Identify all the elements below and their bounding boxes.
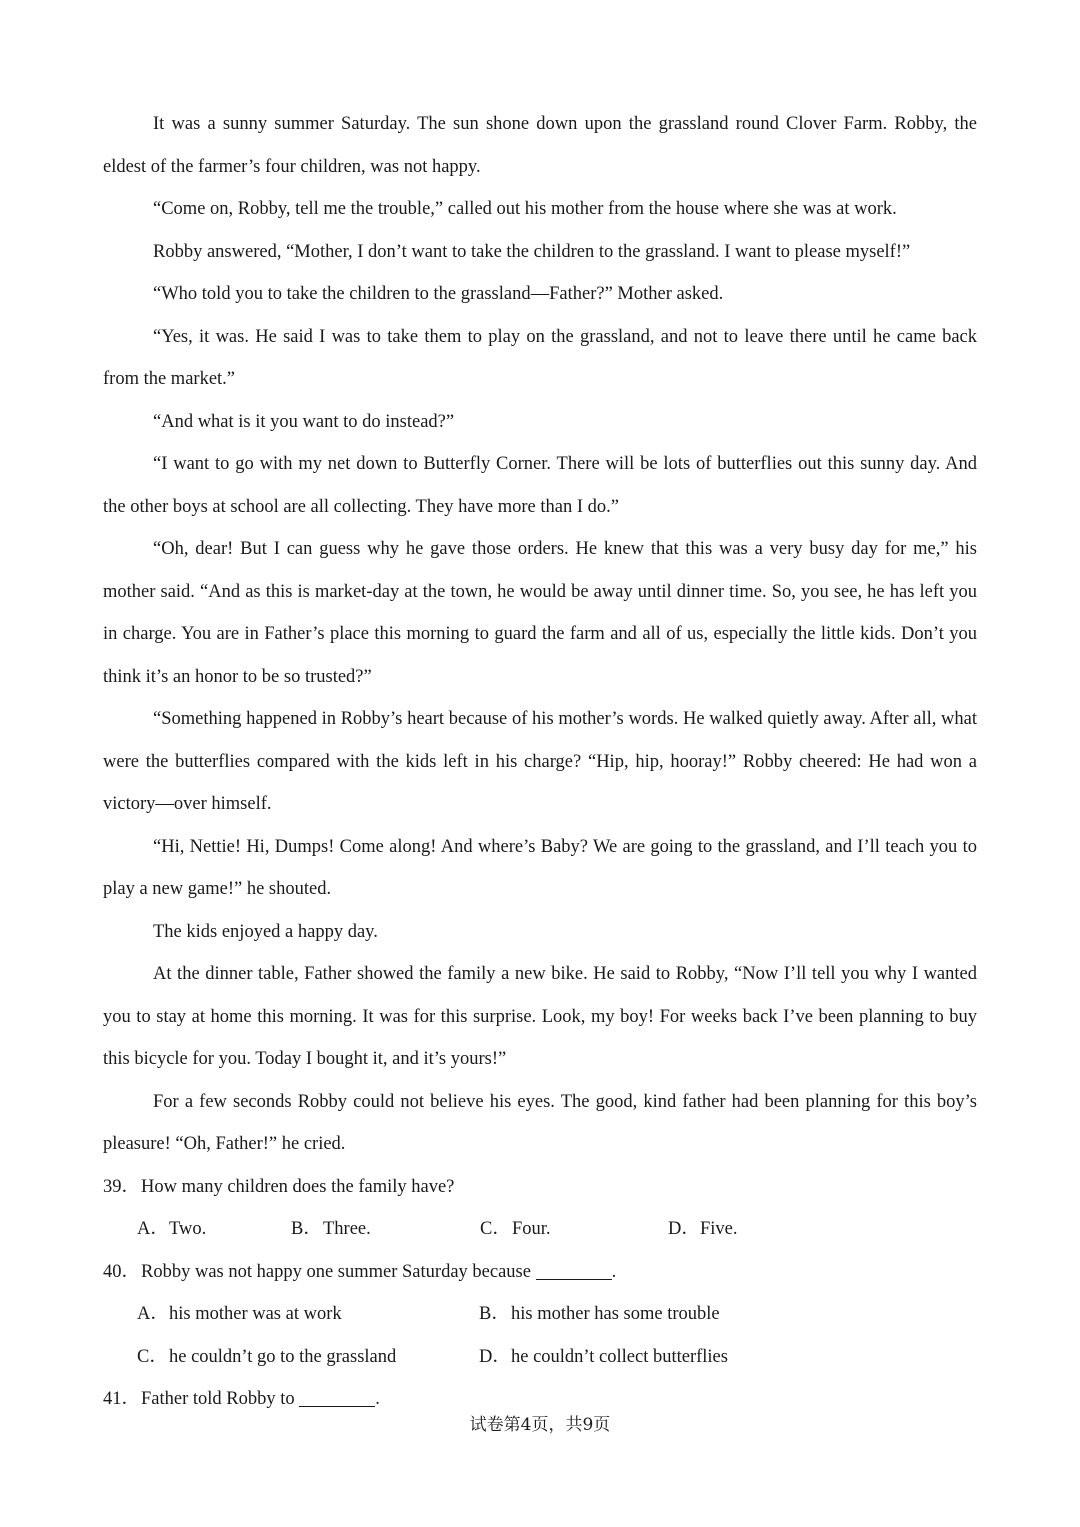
question-39-options: [103, 1208, 977, 1251]
option-text: Four.: [512, 1219, 551, 1239]
option-b: [291, 1208, 371, 1251]
option-d: [479, 1336, 728, 1379]
option-text: he couldn’t collect butterflies: [511, 1346, 728, 1367]
option-a: [137, 1208, 206, 1251]
question-text: Father told Robby to: [141, 1389, 300, 1409]
option-c: [137, 1336, 396, 1379]
option-letter: C．: [480, 1219, 511, 1239]
reading-passage: [103, 103, 977, 1421]
answer-blank: [536, 1260, 612, 1280]
option-letter: B．: [479, 1304, 510, 1324]
passage-paragraph: For a few seconds Robby could not believe his eyes. The good, kind father had been planning for this boy’s pleasure! “Oh, Father!” he cried.: [103, 1091, 977, 1154]
option-letter: C．: [137, 1346, 168, 1367]
question-suffix: .: [375, 1389, 380, 1409]
option-text: Five.: [700, 1219, 738, 1239]
option-text: Three.: [323, 1219, 371, 1239]
passage-paragraph: “Something happened in Robby’s heart because of his mother’s words. He walked quietly away. After all, what were the butterflies compared with the kids left in his charge? “Hip, hip, hooray!” Robby cheered: He had won a victory—over himself.: [103, 709, 977, 814]
option-letter: A．: [137, 1219, 169, 1239]
option-c: [480, 1208, 551, 1251]
question-40-options-row-1: [103, 1293, 977, 1336]
passage-paragraph: It was a sunny summer Saturday. The sun shone down upon the grassland round Clover Farm. Robby, the eldest of the farmer’s four children, was not happy.: [103, 114, 977, 177]
page-footer: 试卷第4页，共9页: [469, 1415, 611, 1435]
question-number: 39．: [103, 1176, 141, 1197]
passage-paragraph: At the dinner table, Father showed the family a new bike. He said to Robby, “Now I’ll tell you why I wanted you to stay at home this morning. It was for this surprise. Look, my boy! For weeks back I’ve been planning to buy this bicycle for you. Today I bought it, and it’s yours!”: [103, 964, 977, 1069]
option-a: [137, 1293, 342, 1336]
option-letter: D．: [479, 1346, 511, 1367]
passage-paragraph: The kids enjoyed a happy day.: [153, 921, 378, 942]
answer-blank: [299, 1388, 375, 1408]
question-text: How many children does the family have?: [141, 1176, 455, 1197]
option-letter: D．: [668, 1219, 700, 1239]
passage-paragraph: “Come on, Robby, tell me the trouble,” called out his mother from the house where she was at work.: [153, 199, 897, 219]
option-letter: B．: [291, 1219, 322, 1239]
passage-paragraph: “Who told you to take the children to the grassland—Father?” Mother asked.: [153, 284, 724, 304]
question-number: 41．: [103, 1389, 141, 1409]
passage-paragraph: “Yes, it was. He said I was to take them to play on the grassland, and not to leave there until he came back from the market.”: [103, 326, 977, 389]
question-suffix: .: [611, 1261, 617, 1282]
passage-paragraph: “And what is it you want to do instead?”: [153, 411, 455, 432]
option-text: he couldn’t go to the grassland: [169, 1346, 397, 1367]
passage-paragraph: “I want to go with my net down to Butterfly Corner. There will be lots of butterflies out this sunny day. And the other boys at school are all collecting. They have more than I do.”: [103, 454, 977, 517]
passage-paragraph: “Hi, Nettie! Hi, Dumps! Come along! And where’s Baby? We are going to the grassland, and I’ll teach you to play a new game!” he shouted.: [103, 836, 977, 899]
question-39: [103, 1166, 977, 1209]
option-b: [479, 1293, 720, 1336]
question-number: 40．: [103, 1261, 141, 1282]
question-text: Robby was not happy one summer Saturday because: [141, 1261, 536, 1282]
option-text: his mother has some trouble: [511, 1304, 720, 1324]
question-40: [103, 1251, 977, 1294]
option-text: his mother was at work: [169, 1304, 342, 1324]
passage-paragraph: Robby answered, “Mother, I don’t want to take the children to the grassland. I want to please myself!”: [153, 241, 911, 262]
option-letter: A．: [137, 1304, 169, 1324]
passage-paragraph: “Oh, dear! But I can guess why he gave those orders. He knew that this was a very busy day for me,” his mother said. “And as this is market-day at the town, he would be away until dinner time. So, you see, he has left you in charge. You are in Father’s place this morning to guard the farm and all of us, especially the little kids. Don’t you think it’s an honor to be so trusted?”: [103, 539, 977, 687]
option-text: Two.: [169, 1219, 207, 1239]
option-d: [668, 1208, 738, 1251]
question-40-options-row-2: [103, 1336, 977, 1379]
